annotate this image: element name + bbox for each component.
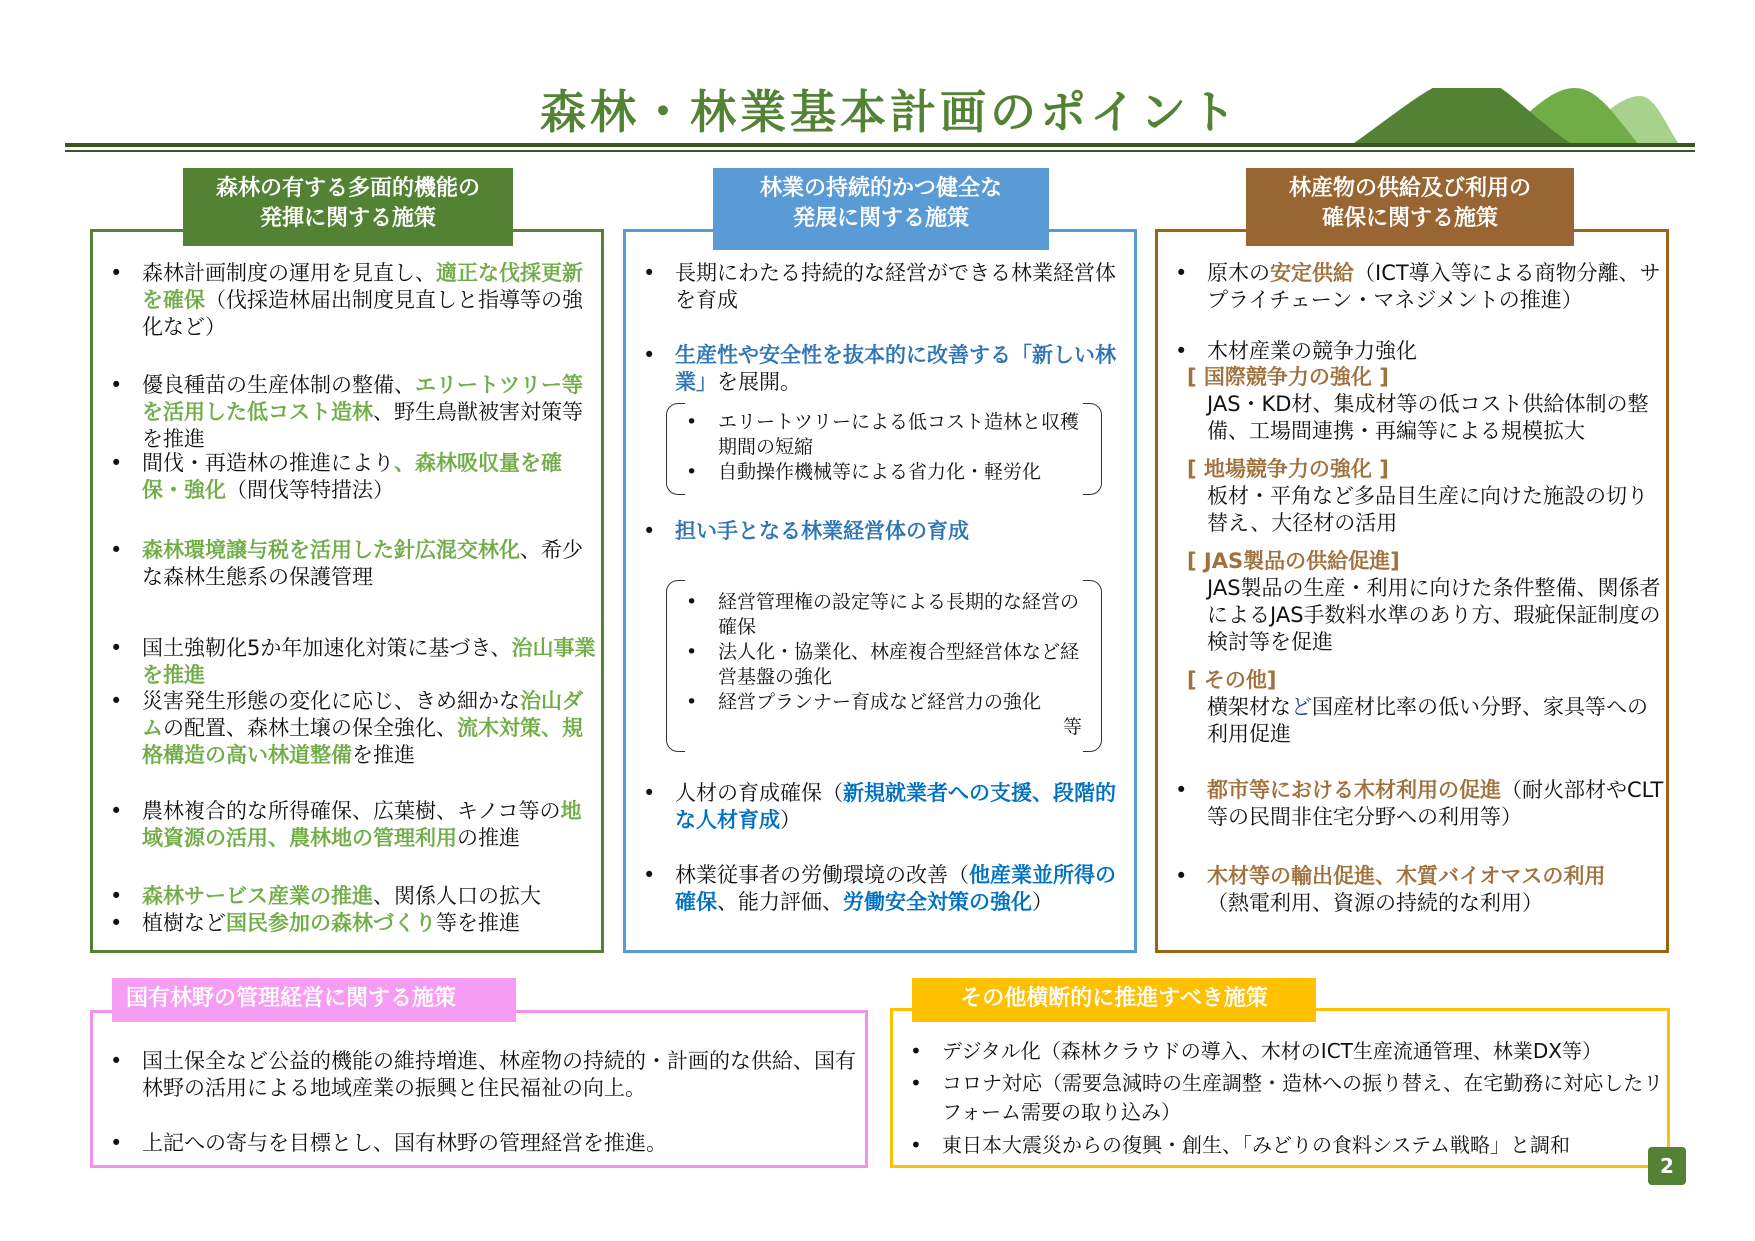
- sub-group-body: [1187, 694, 1666, 748]
- list-item: [629, 260, 1129, 314]
- sublist-item: [680, 640, 1090, 690]
- list-item: [1161, 777, 1666, 831]
- highlight: 、森林吸収量を確保・強化: [142, 451, 562, 502]
- list-item: [629, 518, 1129, 545]
- highlight: 木材等の輸出促進、木質バイオマスの利用: [1207, 864, 1606, 888]
- bullet-icon: •: [110, 1049, 123, 1073]
- text: （耐火部材やCLT等の民間非住宅分野への利用等）: [1207, 778, 1664, 829]
- list-item: [96, 688, 596, 769]
- bullet-icon: •: [910, 1039, 922, 1063]
- header-line: 発揮に関する施策: [259, 206, 436, 231]
- header-rule: [65, 143, 1695, 147]
- bullet-icon: •: [110, 1131, 123, 1155]
- sub-group-heading: [ 国際競争力の強化 ]: [1187, 365, 1389, 389]
- header-line: その他横断的に推進すべき施策: [960, 986, 1268, 1011]
- bullet-icon: •: [643, 781, 656, 805]
- highlight: 流木対策、規格構造の高い林道整備: [142, 716, 583, 767]
- text: を推進: [352, 743, 415, 767]
- highlight: 森林環境譲与税を活用した針広混交林化: [142, 538, 520, 562]
- sub-group-body: JAS・KD材、集成材等の低コスト供給体制の整備、工場間連携・再編等による規模拡大: [1207, 392, 1649, 443]
- bullet-icon: •: [686, 461, 698, 483]
- bullet-icon: •: [686, 691, 698, 713]
- header-line: 森林の有する多面的機能の: [215, 176, 480, 201]
- text: 、能力評価、: [717, 890, 843, 914]
- highlight: 森林サービス産業の推進: [142, 884, 373, 908]
- sublist-tail: 等: [1062, 716, 1082, 738]
- text: 優良種苗の生産体制の整備、: [142, 373, 415, 397]
- bullet-icon: •: [1175, 778, 1188, 802]
- text: 木材産業の競争力強化: [1207, 339, 1417, 363]
- text: 国土強靭化5か年加速化対策に基づき、: [142, 636, 512, 660]
- text: デジタル化（森林クラウドの導入、木材のICT生産流通管理、林業DX等）: [942, 1039, 1602, 1063]
- text: 自動操作機械等による省力化・軽労化: [718, 461, 1042, 483]
- text: を展開。: [717, 370, 801, 394]
- page-title: 森林・林業基本計画のポイント: [540, 85, 1240, 139]
- text: 経営管理権の設定等による長期的な経営の確保: [718, 591, 1080, 638]
- sub-group: [1187, 456, 1666, 537]
- sub-group-heading: [ 地場競争力の強化 ]: [1187, 457, 1389, 481]
- sublist-new-forestry: [680, 410, 1090, 485]
- text: ）: [780, 808, 801, 832]
- bullet-icon: •: [110, 636, 123, 660]
- header-rule-thin: [65, 150, 1695, 152]
- text: （ICT導入等による商物分離、サプライチェーン・マネジメントの推進）: [1207, 261, 1661, 312]
- list-item: [629, 780, 1129, 834]
- list-item: [96, 798, 596, 852]
- highlight: 他産業並所得の確保: [675, 863, 1116, 914]
- text: （間伐等特措法）: [226, 478, 394, 502]
- highlight: 国民参加の森林づくり: [226, 911, 436, 935]
- highlight: エリートツリー等を活用した低コスト造林: [142, 373, 583, 424]
- bullet-icon: •: [643, 519, 656, 543]
- bullet-icon: •: [110, 911, 123, 935]
- highlight: 治山事業を推進: [142, 636, 596, 687]
- panel-forestry-header: [713, 168, 1049, 250]
- sublist-item: [680, 690, 1090, 715]
- text: エリートツリーによる低コスト造林と収穫期間の短縮: [718, 411, 1080, 458]
- header-line: 確保に関する施策: [1321, 206, 1498, 231]
- bullet-icon: •: [686, 591, 698, 613]
- panel-forest-products-header: [1246, 168, 1574, 246]
- text: 森林計画制度の運用を見直し、: [142, 261, 436, 285]
- text: 国産材比率の低い分野、家具等への利用促進: [1207, 695, 1648, 746]
- sub-group-heading: [ JAS製品の供給促進]: [1187, 549, 1400, 573]
- panel-national-forest-header: [112, 978, 516, 1022]
- text: コロナ対応（需要急減時の生産調整・造林への振り替え、在宅勤務に対応したリフォーム需要の取り込み）: [942, 1071, 1664, 1124]
- sub-group: [1187, 548, 1666, 656]
- bullet-icon: •: [643, 863, 656, 887]
- panel-cross-cutting-header: [912, 978, 1316, 1022]
- list-item: [96, 910, 596, 937]
- list-item: [96, 883, 596, 910]
- highlight: 地域資源の活用、農林地の管理利用: [142, 799, 582, 850]
- text: 法人化・協業化、林産複合型経営体など経営基盤の強化: [718, 641, 1080, 688]
- text: の推進: [457, 826, 520, 850]
- text: 、野生鳥獣被害対策等を推進: [142, 400, 583, 451]
- bullet-icon: •: [643, 343, 656, 367]
- text: 原木の: [1207, 261, 1270, 285]
- sub-group: [1187, 667, 1666, 748]
- text: 等を推進: [436, 911, 520, 935]
- header-line: 国有林野の管理経営に関する施策: [126, 986, 457, 1011]
- list-item: [1161, 338, 1666, 365]
- bullet-icon: •: [110, 689, 123, 713]
- highlight: ど: [1291, 695, 1312, 719]
- highlight: 生産性や安全性を抜本的に改善する「新しい林業」: [675, 343, 1116, 394]
- list-item: [96, 1048, 856, 1102]
- list-item: [96, 372, 596, 453]
- text: 人材の育成確保（: [675, 781, 843, 805]
- header-line: 発展に関する施策: [792, 206, 969, 231]
- sublist-management: [680, 590, 1090, 740]
- highlight: 適正な伐採更新を確保: [142, 261, 583, 312]
- text: 経営プランナー育成など経営力の強化: [718, 691, 1042, 713]
- highlight: 労働安全対策の強化: [843, 890, 1032, 914]
- bullet-icon: •: [110, 373, 123, 397]
- highlight: 新規就業者への支援、段階的な人材育成: [675, 781, 1116, 832]
- text: 国土保全など公益的機能の維持増進、林産物の持続的・計画的な供給、国有林野の活用による地域産業の振興と住民福祉の向上。: [142, 1049, 856, 1100]
- bullet-icon: •: [686, 411, 698, 433]
- text: ）: [1032, 890, 1053, 914]
- list-item: [896, 1131, 1666, 1160]
- text: 農林複合的な所得確保、広葉樹、キノコ等の: [142, 799, 561, 823]
- panel-multifunction-header: [183, 168, 513, 246]
- text: 間伐・再造林の推進により: [142, 451, 394, 475]
- text: 、関係人口の拡大: [373, 884, 541, 908]
- sub-group: [1187, 364, 1666, 445]
- bullet-icon: •: [1175, 864, 1188, 888]
- text: 長期にわたる持続的な経営ができる林業経営体を育成: [675, 261, 1116, 312]
- bullet-icon: •: [1175, 261, 1188, 285]
- text: 東日本大震災からの復興・創生、「みどりの食料システム戦略」と調和: [942, 1133, 1570, 1157]
- bullet-icon: •: [1175, 339, 1188, 363]
- list-item: [629, 342, 1129, 396]
- bullet-icon: •: [686, 641, 698, 663]
- bullet-icon: •: [110, 884, 123, 908]
- text: 災害発生形態の変化に応じ、きめ細かな: [142, 689, 520, 713]
- text: 植樹など: [142, 911, 226, 935]
- sublist-item: [680, 590, 1090, 640]
- bullet-icon: •: [110, 538, 123, 562]
- page-number: 2: [1648, 1147, 1686, 1185]
- bullet-icon: •: [910, 1133, 922, 1157]
- sub-group-body: 板材・平角など多品目生産に向けた施設の切り替え、大径材の活用: [1207, 484, 1648, 535]
- bullet-icon: •: [643, 261, 656, 285]
- list-item: [896, 1037, 1666, 1066]
- text: （熱電利用、資源の持続的な利用）: [1207, 891, 1543, 915]
- bullet-icon: •: [110, 261, 123, 285]
- text: の配置、森林土壌の保全強化、: [163, 716, 457, 740]
- highlight: 安定供給: [1270, 261, 1354, 285]
- highlight: 都市等における木材利用の促進: [1207, 778, 1501, 802]
- bullet-icon: •: [110, 799, 123, 823]
- text: 、希少な森林生態系の保護管理: [142, 538, 583, 589]
- text: 林業従事者の労働環境の改善（: [675, 863, 969, 887]
- sub-group-heading: [ その他]: [1187, 668, 1277, 692]
- highlight: 担い手となる林業経営体の育成: [675, 519, 969, 543]
- sublist-item: [680, 460, 1090, 485]
- list-item: [96, 1130, 856, 1157]
- list-item: [1161, 863, 1666, 917]
- header-line: 林業の持続的かつ健全な: [759, 176, 1002, 201]
- mountains-icon: [1350, 88, 1680, 146]
- list-item: [896, 1069, 1666, 1127]
- list-item: [1161, 260, 1666, 314]
- list-item: [629, 862, 1129, 916]
- list-item: [96, 537, 596, 591]
- text: （伐採造林届出制度見直しと指導等の強化など）: [142, 288, 583, 339]
- bullet-icon: •: [910, 1071, 922, 1095]
- list-item: [96, 635, 596, 689]
- bullet-icon: •: [110, 451, 123, 475]
- header-line: 林産物の供給及び利用の: [1288, 176, 1531, 201]
- text: 上記への寄与を目標とし、国有林野の管理経営を推進。: [142, 1131, 667, 1155]
- list-item: [96, 450, 596, 504]
- highlight: 治山ダム: [142, 689, 583, 740]
- list-item: [96, 260, 596, 341]
- sub-group-body: JAS製品の生産・利用に向けた条件整備、関係者によるJAS手数料水準のあり方、瑕疵保証制度の検討等を促進: [1207, 576, 1661, 654]
- text: 横架材な: [1207, 695, 1291, 719]
- sublist-item: [680, 410, 1090, 460]
